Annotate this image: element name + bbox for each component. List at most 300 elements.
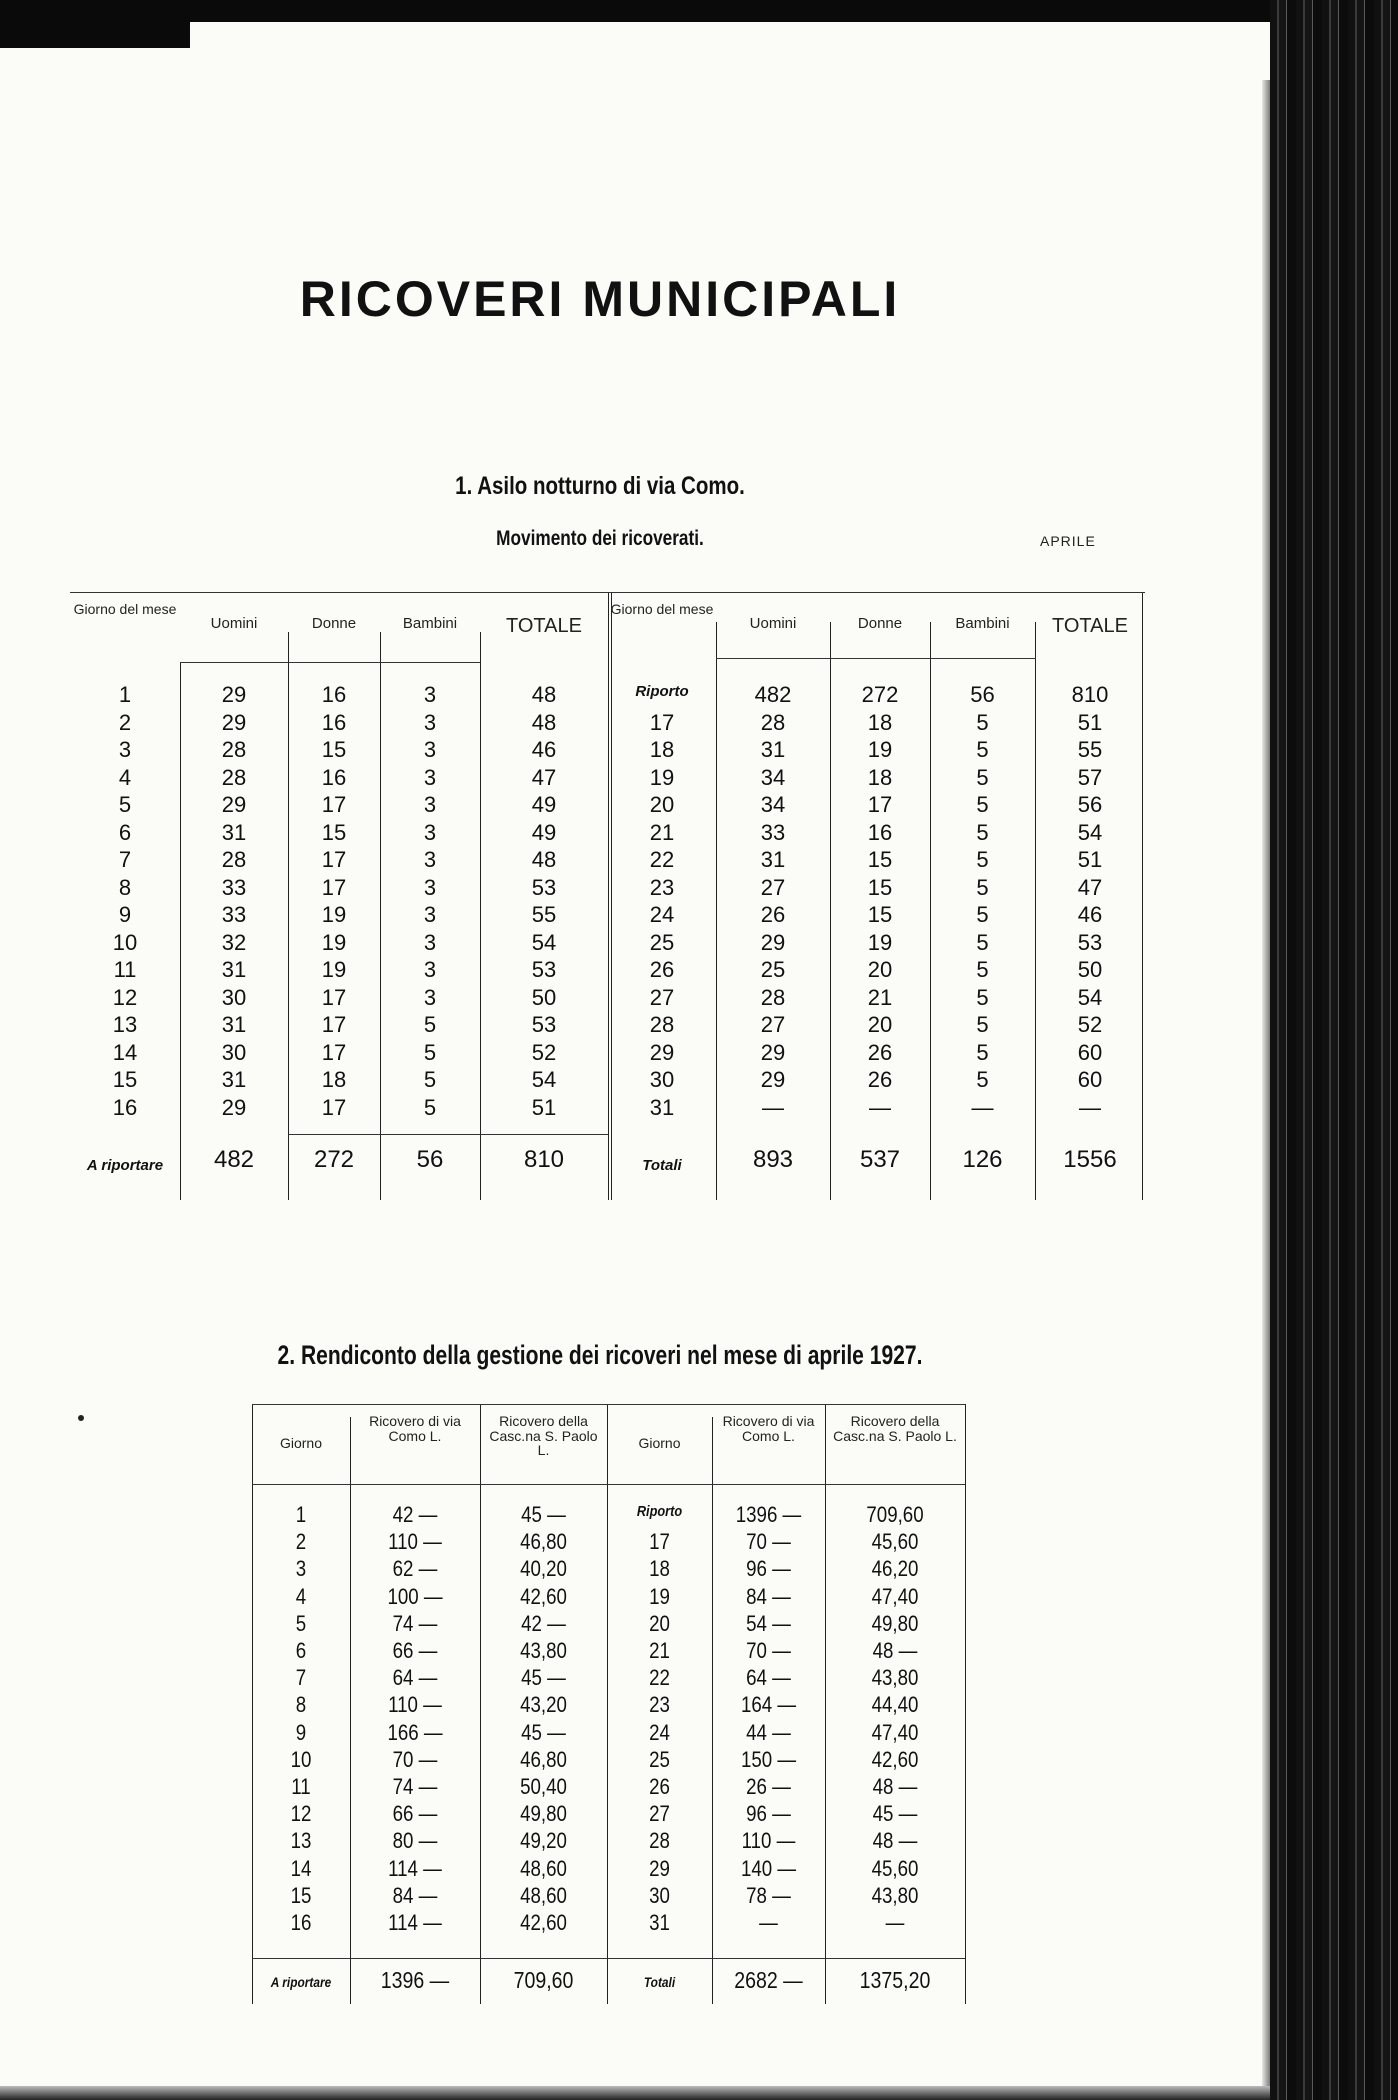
table2-cell-left: 62 — [392, 1556, 438, 1582]
table2-cell-right: 45,60 [871, 1855, 919, 1881]
table1-cell-left: 17 [321, 1012, 347, 1037]
table2-column-rule [350, 1417, 351, 2004]
table1-cell-right: 51 [1077, 847, 1103, 872]
table2-cell-right: 84 — [746, 1583, 791, 1609]
table1-cell-left: 19 [321, 957, 347, 982]
table2-top-rule [252, 1404, 965, 1405]
table1-cell-right: 20 [867, 957, 893, 982]
table2-cell-left: 42 — [521, 1610, 566, 1636]
table2-cell-left: 45 — [521, 1665, 566, 1691]
table1-cell-right: 30 [649, 1067, 675, 1092]
table2-cell-left: 2 [295, 1529, 307, 1555]
table2-total-left: A riportare [270, 1974, 332, 1990]
table1-cell-right: 23 [649, 874, 675, 900]
table1-cell-right: 60 [1077, 1067, 1103, 1092]
table1-cell-left: 16 [321, 764, 347, 790]
table1-cell-left: 17 [321, 847, 347, 872]
table2-cell-left: 6 [295, 1638, 307, 1663]
table2-cell-left: 15 [290, 1882, 312, 1908]
table1-cell-right: 24 [649, 902, 675, 927]
table1-cell-left: 33 [221, 902, 247, 927]
table1-cell-right: 47 [1077, 874, 1103, 900]
table1-cell-left: 18 [321, 1067, 347, 1092]
table1-cell-left: 3 [423, 902, 437, 927]
table2-cell-right: 96 — [746, 1801, 791, 1827]
table2-cell-right: 23 [649, 1692, 670, 1718]
table1-total-left: 810 [523, 1146, 565, 1173]
table2-cell-left: 43,80 [520, 1638, 567, 1663]
table2-cell-right: 709,60 [866, 1502, 924, 1527]
table1-cell-right: 5 [976, 957, 989, 982]
table1-cell-right: 17 [867, 792, 893, 817]
table2-cell-left: 64 — [392, 1665, 438, 1691]
table1-cell-right: 34 [760, 792, 786, 817]
scan-top-notch [0, 0, 190, 48]
table2-cell-left: 46,80 [520, 1746, 567, 1772]
table1-cell-left: 17 [321, 1039, 347, 1065]
table2-cell-right: 19 [649, 1583, 670, 1609]
table1-cell-right: 26 [649, 957, 675, 982]
table1-cell-left: 3 [423, 957, 437, 982]
table1-cell-right: Riporto [635, 683, 689, 700]
table1-cell-left: 52 [531, 1039, 557, 1065]
table1-cell-left: 2 [118, 709, 132, 735]
table2-cell-left: 74 — [392, 1610, 438, 1636]
table1-cell-right: 60 [1077, 1039, 1103, 1065]
table1-cell-right: 28 [649, 1012, 675, 1037]
table1-cell-left: 16 [112, 1094, 138, 1120]
table2-header-left: Ricovero di via Como L. [369, 1413, 461, 1444]
table1-cell-right: 17 [649, 709, 675, 735]
table1-cell-right: 5 [976, 709, 989, 735]
table1-cell-left: 32 [221, 929, 247, 955]
table1-cell-right: 16 [867, 819, 893, 845]
table1-cell-left: 10 [112, 929, 138, 955]
table1-total-right: 537 [859, 1146, 901, 1173]
table1-cell-left: 17 [321, 874, 347, 900]
table1-cell-left: 3 [423, 874, 437, 900]
table1-cell-right: 29 [760, 929, 786, 955]
table1-cell-right: 34 [760, 764, 786, 790]
table1-total-left: 272 [313, 1146, 355, 1173]
table2-cell-right: 20 [649, 1610, 670, 1636]
table2-cell-right: 48 — [872, 1774, 918, 1799]
table1-cell-right: 56 [970, 682, 995, 707]
table1-cell-right: 5 [976, 874, 989, 900]
table2-cell-right: 49,80 [871, 1610, 919, 1636]
table2-cell-left: 8 [295, 1692, 307, 1718]
table2-cell-right: 45,60 [871, 1529, 919, 1555]
table1-cell-right: 5 [976, 1039, 989, 1065]
table2-cell-left: 10 [290, 1746, 312, 1772]
table1-cell-left: 13 [112, 1012, 138, 1037]
table1-cell-right: 26 [760, 902, 786, 927]
table1-cell-right: 5 [976, 847, 989, 872]
table2-cell-left: 66 — [392, 1801, 438, 1827]
month-label: APRILE [1040, 533, 1096, 549]
table1-cell-left: 6 [118, 819, 132, 845]
table1-cell-left: 15 [321, 819, 347, 845]
table2-total-right: 2682 — [734, 1967, 803, 1993]
table1-cell-right: 18 [649, 737, 675, 762]
table1-cell-right: 27 [760, 874, 786, 900]
table2-cell-left: 42,60 [520, 1583, 567, 1609]
table1-cell-left: 50 [531, 984, 557, 1010]
table2-cell-right: 26 [649, 1774, 670, 1799]
table1-cell-right: 52 [1077, 1012, 1103, 1037]
table1-cell-right: 5 [976, 819, 989, 845]
table2-cell-right: — [885, 1910, 905, 1935]
table1-cell-left: 7 [118, 847, 132, 872]
table2-cell-right: 27 [649, 1801, 670, 1827]
table1-cell-left: 28 [221, 737, 247, 762]
table1-cell-left: 12 [112, 984, 138, 1010]
table2-cell-right: 31 [649, 1910, 670, 1935]
table2-header-rule [252, 1484, 965, 1485]
table1-cell-right: 18 [867, 709, 893, 735]
table1-cell-right: 19 [867, 929, 893, 955]
table2-footer-rule [252, 1958, 965, 1959]
table2-total-left: 709,60 [513, 1967, 574, 1993]
document-page [0, 22, 1270, 2100]
table1-cell-left: 49 [531, 792, 557, 817]
table2-cell-left: 14 [290, 1855, 312, 1881]
table2-cell-left: 42,60 [520, 1910, 567, 1935]
table2-column-rule [252, 1404, 253, 2004]
table1-cell-left: 29 [221, 682, 247, 707]
table1-cell-right: 482 [754, 682, 792, 707]
table1-cell-right: 29 [760, 1039, 786, 1065]
table1-cell-right: — [762, 1094, 784, 1120]
table2-column-rule [825, 1404, 826, 2004]
table1-cell-left: 48 [531, 709, 557, 735]
table2-cell-left: 50,40 [520, 1774, 567, 1799]
table2-cell-left: 1 [295, 1502, 307, 1527]
table1-cell-left: 15 [112, 1067, 138, 1092]
table1-footer-rule [288, 1134, 608, 1135]
section2-heading: 2. Rendiconto della gestione dei ricoveri nel mese di aprile 1927. [277, 1340, 923, 1370]
table1-cell-left: 53 [531, 957, 557, 982]
table2-cell-right: 30 [649, 1882, 670, 1908]
table1-cell-left: 16 [321, 682, 347, 707]
table2-column-rule [965, 1404, 966, 2004]
table1-cell-left: 31 [221, 957, 247, 982]
table2-cell-right: 110 — [741, 1828, 796, 1854]
table1-header-right: Uomini [749, 615, 797, 632]
table2-cell-left: 9 [295, 1719, 307, 1745]
table1-cell-right: 50 [1077, 957, 1103, 982]
table1-cell-right: 27 [760, 1012, 786, 1037]
table1-cell-right: 31 [649, 1094, 675, 1120]
table1-cell-right: 5 [976, 1067, 989, 1092]
table1-cell-left: 15 [321, 737, 347, 762]
table1-cell-left: 54 [531, 1067, 557, 1092]
table1-header-left: Uomini [210, 615, 258, 632]
table1-total-left: 482 [213, 1146, 255, 1173]
table1-cell-left: 29 [221, 709, 247, 735]
table1-cell-right: 21 [867, 984, 893, 1010]
table2-cell-right: 70 — [746, 1638, 791, 1663]
table1-cell-right: 810 [1071, 682, 1109, 707]
table2-cell-left: 11 [291, 1774, 311, 1799]
table1-cell-right: 56 [1077, 792, 1103, 817]
table1-cell-left: 31 [221, 1067, 247, 1092]
table1-cell-right: 57 [1077, 764, 1103, 790]
table1-cell-left: 1 [118, 682, 132, 707]
table1-header-rule [180, 662, 480, 663]
table1-cell-left: 55 [531, 902, 557, 927]
table1-cell-right: 27 [649, 984, 675, 1010]
table1-cell-left: 3 [423, 682, 437, 707]
table1-cell-right: 272 [861, 682, 899, 707]
table2-cell-left: 49,20 [520, 1828, 567, 1854]
table2-total-left: 1396 — [380, 1967, 450, 1993]
table2-cell-right: — [759, 1910, 778, 1935]
table1-total-right: 893 [752, 1146, 794, 1173]
table2-cell-left: 166 — [387, 1719, 443, 1745]
table1-cell-right: 53 [1077, 929, 1103, 955]
table1-cell-left: 3 [423, 792, 437, 817]
table1-cell-right: 20 [649, 792, 675, 817]
table2-cell-left: 45 — [521, 1719, 566, 1745]
table1-cell-left: 53 [531, 874, 557, 900]
book-spine [1270, 0, 1398, 2100]
table2-cell-right: 45 — [872, 1801, 918, 1827]
table1-cell-left: 5 [118, 792, 132, 817]
table2-cell-right: 24 [649, 1719, 670, 1745]
table1-cell-right: 54 [1077, 984, 1103, 1010]
table1-cell-left: 30 [221, 984, 247, 1010]
table2-cell-right: 18 [649, 1556, 670, 1582]
table2-cell-left: 110 — [388, 1692, 442, 1718]
table2-cell-left: 5 [295, 1610, 307, 1636]
table1-cell-left: 47 [531, 764, 557, 790]
table2-cell-right: 150 — [740, 1746, 797, 1772]
table1-header-left: Bambini [402, 615, 458, 632]
table2-cell-right: 96 — [746, 1556, 791, 1582]
table2-cell-right: 70 — [746, 1529, 791, 1555]
table2-header-left: Giorno [279, 1435, 323, 1451]
table1-header-right: Giorno del mese [610, 601, 714, 617]
table1-cell-left: 48 [531, 682, 557, 707]
table1-cell-left: 3 [423, 819, 437, 845]
table2-cell-right: 1396 — [735, 1502, 802, 1527]
table2-cell-right: 42,60 [871, 1746, 919, 1772]
table2-cell-left: 49,80 [520, 1801, 567, 1827]
table2-header-left: Ricovero della Casc.na S. Paolo L. [489, 1413, 598, 1459]
table2-column-rule [712, 1417, 713, 2004]
table1-cell-left: 5 [423, 1094, 437, 1120]
table1-cell-left: 54 [531, 929, 557, 955]
table1-cell-left: 17 [321, 984, 347, 1010]
table1-cell-right: 5 [976, 764, 989, 790]
table2-total-right: Totali [643, 1974, 676, 1990]
table1-total-left: 56 [416, 1146, 444, 1173]
table1-cell-right: 20 [867, 1012, 893, 1037]
table1-cell-left: 30 [221, 1039, 247, 1065]
table2-cell-left: 114 — [388, 1855, 442, 1881]
table1-cell-right: 26 [867, 1067, 893, 1092]
table1-cell-left: 33 [221, 874, 247, 900]
table1-cell-right: 22 [649, 847, 675, 872]
table1-cell-left: 46 [531, 737, 557, 762]
table1-cell-right: — [869, 1094, 891, 1120]
table1-cell-right: 5 [976, 902, 989, 927]
page-title: RICOVERI MUNICIPALI [299, 271, 901, 327]
table1-cell-right: 21 [649, 819, 675, 845]
table2-cell-right: 44 — [746, 1719, 791, 1745]
table2-total-right: 1375,20 [859, 1967, 931, 1993]
table1-cell-left: 31 [221, 1012, 247, 1037]
table1-cell-right: 54 [1077, 819, 1103, 845]
table2-cell-left: 43,20 [520, 1692, 567, 1718]
table2-cell-left: 74 — [392, 1774, 438, 1799]
table1-cell-left: 28 [221, 764, 247, 790]
table1-cell-right: 55 [1077, 737, 1103, 762]
table1-cell-right: 5 [976, 792, 989, 817]
table1-cell-right: 28 [760, 984, 786, 1010]
bottom-edge-shadow [0, 2086, 1270, 2100]
table1-cell-left: 9 [118, 902, 132, 927]
table2-cell-left: 100 — [387, 1583, 443, 1609]
table1-cell-right: 25 [649, 929, 675, 955]
table2-cell-left: 66 — [392, 1638, 438, 1663]
table1-header-left: Donne [311, 615, 357, 632]
table1-total-right: 126 [962, 1146, 1003, 1173]
section1-heading: 1. Asilo notturno di via Como. [455, 472, 745, 500]
scan-top-border [0, 0, 1398, 22]
table1-cell-right: 5 [976, 929, 989, 955]
table1-cell-left: 11 [113, 957, 137, 982]
table1-cell-right: 15 [867, 847, 893, 872]
table2-cell-right: 43,80 [871, 1882, 919, 1908]
table2-cell-right: 44,40 [871, 1692, 919, 1718]
table1-cell-left: 3 [423, 709, 437, 735]
table2-cell-right: Riporto [636, 1503, 683, 1520]
table2-cell-right: 29 [649, 1855, 670, 1881]
table1-cell-left: 3 [423, 737, 437, 762]
table1-cell-left: 5 [423, 1012, 437, 1037]
table1-cell-left: 28 [221, 847, 247, 872]
table1-cell-left: 29 [221, 792, 247, 817]
table2-cell-left: 110 — [388, 1529, 442, 1555]
table1-cell-left: 4 [118, 764, 132, 790]
table2-cell-left: 12 [290, 1801, 312, 1827]
table2-cell-right: 25 [649, 1746, 670, 1772]
table2-column-rule [480, 1404, 481, 2004]
table1-cell-right: 51 [1077, 709, 1103, 735]
table1-cell-right: 31 [760, 847, 786, 872]
table1-cell-left: 29 [221, 1094, 247, 1120]
table1-cell-right: 19 [867, 737, 893, 762]
table1-cell-left: 17 [321, 792, 347, 817]
table2-cell-right: 43,80 [871, 1665, 919, 1691]
table1-cell-left: 51 [531, 1094, 557, 1120]
table2-cell-right: 54 — [746, 1610, 791, 1636]
table2-cell-left: 4 [295, 1583, 307, 1609]
table2-cell-right: 64 — [746, 1665, 791, 1691]
table1-cell-right: — [1079, 1094, 1101, 1120]
table2-cell-left: 16 [290, 1910, 312, 1935]
table2-cell-right: 22 [649, 1665, 670, 1691]
table1-total-right: Totali [642, 1157, 682, 1174]
table1-total-right: 1556 [1063, 1146, 1117, 1173]
table2-cell-right: 164 — [740, 1692, 797, 1718]
table1-top-rule [70, 592, 1145, 593]
table1-cell-left: 3 [423, 984, 437, 1010]
table1-cell-left: 48 [531, 847, 557, 872]
table2-cell-right: 26 — [746, 1774, 791, 1799]
table1-header-left: TOTALE [506, 615, 582, 637]
table1-header-rule [716, 658, 1036, 659]
table1-header-right: Donne [857, 615, 903, 632]
table2-cell-left: 42 — [392, 1502, 438, 1527]
table2-cell-right: 78 — [746, 1882, 791, 1908]
table2-cell-left: 84 — [392, 1882, 438, 1908]
table1-cell-right: 29 [649, 1039, 675, 1065]
table1-cell-left: 16 [321, 709, 347, 735]
table1-cell-left: 19 [321, 902, 347, 927]
table2-header-right: Ricovero di via Como L. [722, 1413, 815, 1444]
table1-header-right: Bambini [955, 615, 1010, 632]
table1-cell-right: 5 [976, 1012, 989, 1037]
table2-column-rule [607, 1404, 608, 2004]
table2-cell-right: 48 — [872, 1638, 918, 1663]
table2-cell-left: 7 [295, 1665, 307, 1691]
table2-cell-right: 21 [649, 1638, 670, 1663]
table2-cell-left: 3 [295, 1556, 307, 1582]
table2-cell-left: 70 — [392, 1746, 438, 1772]
table1-cell-left: 3 [423, 847, 437, 872]
table1-cell-right: 25 [760, 957, 786, 982]
table2-cell-left: 40,20 [520, 1556, 567, 1582]
table2-cell-right: 47,40 [871, 1719, 919, 1745]
table2-header-right: Giorno [638, 1435, 681, 1451]
table1-cell-left: 3 [423, 764, 437, 790]
table1-cell-left: 14 [112, 1039, 138, 1065]
table2-cell-right: 17 [649, 1529, 670, 1555]
table1-cell-left: 53 [531, 1012, 557, 1037]
table1-cell-right: 5 [976, 984, 989, 1010]
table1-cell-left: 3 [118, 737, 132, 762]
table2-cell-left: 45 — [521, 1502, 566, 1527]
table2-cell-left: 48,60 [520, 1855, 567, 1881]
table1-cell-left: 49 [531, 819, 557, 845]
table2-cell-right: 46,20 [871, 1556, 919, 1582]
table1-cell-right: — [971, 1094, 994, 1120]
table1-cell-left: 5 [423, 1039, 437, 1065]
bullet-mark [78, 1415, 84, 1421]
section1-subheading: Movimento dei ricoverati. [496, 527, 704, 550]
table1-cell-left: 3 [423, 929, 437, 955]
table1-cell-right: 46 [1077, 902, 1103, 927]
table2-cell-left: 80 — [392, 1828, 438, 1854]
table1-total-left: A riportare [86, 1157, 164, 1174]
table2-cell-left: 46,80 [520, 1529, 567, 1555]
table1-cell-left: 31 [221, 819, 247, 845]
table1-cell-right: 26 [867, 1039, 893, 1065]
table2-cell-right: 48 — [872, 1828, 918, 1854]
table1-cell-left: 8 [118, 874, 132, 900]
table1-cell-right: 33 [760, 819, 786, 845]
table1-cell-right: 18 [867, 764, 893, 790]
table2-cell-right: 140 — [740, 1855, 797, 1881]
table2-cell-right: 47,40 [871, 1583, 919, 1609]
table1-cell-right: 15 [867, 902, 893, 927]
table1-header-right: TOTALE [1052, 615, 1128, 637]
table2-cell-left: 48,60 [520, 1882, 567, 1908]
table1-cell-right: 29 [760, 1067, 786, 1092]
